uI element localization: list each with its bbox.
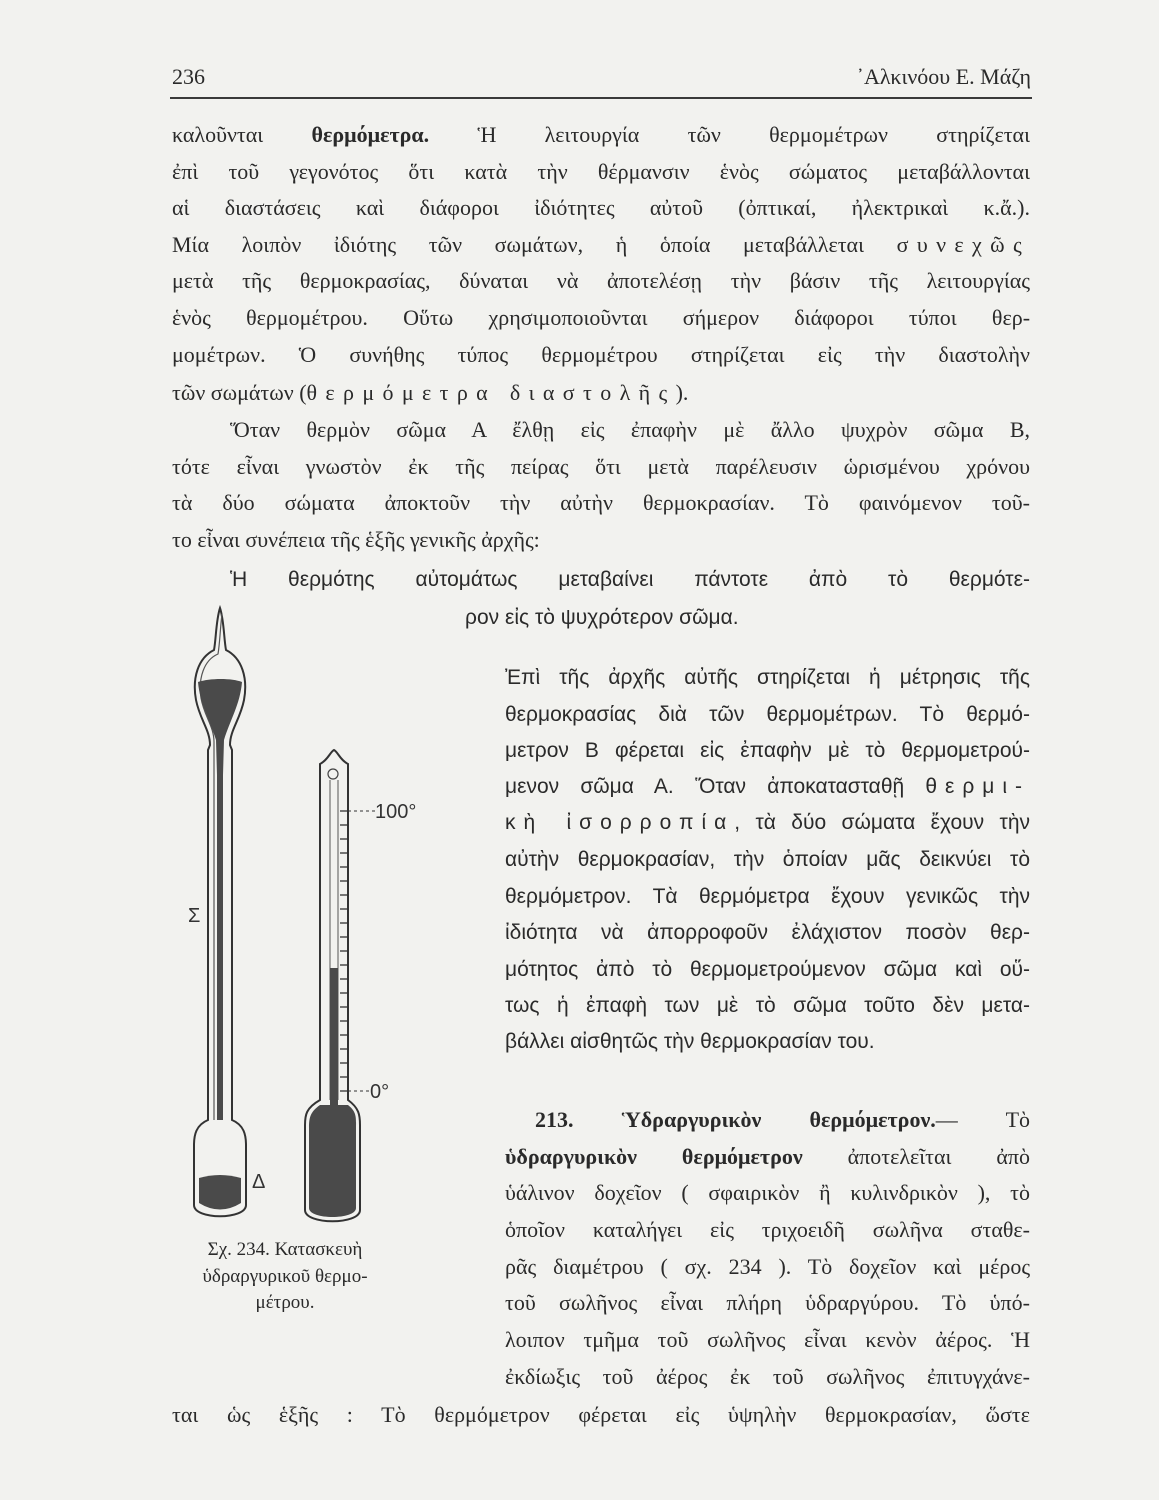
text-segment: μετὰ τῆς θερμοκρασίας, δύναται νὰ ἀποτελέσῃ τὴν βάσιν τῆς λειτουργίας <box>172 268 1031 293</box>
text-segment: Ἐπὶ τῆς ἀρχῆς αὐτῆς στηρίζεται ἡ μέτρησις τῆς <box>505 666 1030 689</box>
label-0-degrees: 0° <box>370 1081 390 1103</box>
mercury-column-right <box>330 968 338 1108</box>
scale-ticks <box>340 811 348 1091</box>
text-line <box>172 120 1030 150</box>
text-segment: βάλλει αἰσθητῶς τὴν θερμοκρασίαν του. <box>505 1030 875 1053</box>
figure-caption-line: ὑδραργυρικοῦ θερμο- <box>202 1266 368 1287</box>
bold-term: 213. Ὑδραργυρικὸν θερμόμετρον. <box>535 1107 936 1132</box>
text-segment: αὐτὴν θερμοκρασίαν, τὴν ὁποίαν μᾶς δεικνύει τὸ <box>505 848 1031 871</box>
text-line <box>172 230 1030 260</box>
text-segment: ἰδιότητα νὰ ἀπορροφοῦν ἐλάχιστον ποσὸν θερ- <box>505 921 1030 944</box>
bold-term: θερμόμετρα. <box>311 122 430 147</box>
text-segment: ἀποτελεῖται ἀπὸ <box>802 1144 1030 1169</box>
text-line <box>505 882 1030 912</box>
text-line <box>505 991 1030 1021</box>
running-head: ᾿Αλκινόου Ε. Μάζη <box>856 64 1031 89</box>
spaced-emphasis: κὴ ἰσορροπία <box>505 811 735 834</box>
text-line <box>505 955 1030 985</box>
text-segment: Μία λοιπὸν ἰδιότης τῶν σωμάτων, ἡ ὁποία μεταβάλλεται <box>172 232 897 257</box>
text-segment: μενον σῶμα Α. Ὅταν ἀποκατασταθῇ <box>505 775 926 798</box>
text-line <box>505 918 1030 948</box>
text-segment: τοῦ σωλῆνος εἶναι πλήρη ὑδραργύρου. Τὸ ὑπό- <box>505 1290 1030 1315</box>
scale-thermometer <box>305 750 416 1221</box>
text-line <box>172 303 1030 333</box>
text-segment: καλοῦνται <box>172 122 312 147</box>
bold-term: ὑδραργυρικὸν θερμόμετρον <box>505 1144 803 1169</box>
text-segment: ἐπὶ τοῦ γεγονότος ὅτι κατὰ τὴν θέρμανσιν ἑνὸς σώματος μεταβάλλονται <box>172 159 1030 184</box>
text-segment: θερμόμετρον. Τὰ θερμόμετρα ἔχουν γενικῶς τὴν <box>505 885 1031 908</box>
text-line <box>505 1325 1030 1355</box>
text-segment: ὁποῖον καταλήγει εἰς τριχοειδῆ σωλῆνα σταθε- <box>505 1217 1030 1242</box>
text-segment: , τὰ δύο σώματα ἔχουν τὴν <box>734 811 1031 834</box>
text-segment: λοιπον τμῆμα τοῦ σωλῆνος εἶναι κενὸν ἀέρος. Ἡ <box>505 1327 1031 1352</box>
figure-caption-line: Σχ. 234. Κατασκευὴ <box>207 1239 363 1260</box>
text-segment: Ἡ θερμότης αὐτομάτως μεταβαίνει πάντοτε ἀπὸ τὸ θερμότε- <box>230 568 1030 591</box>
text-segment: τότε εἶναι γνωστὸν ἐκ τῆς πείρας ὅτι μετὰ παρέλευσιν ὡρισμένου χρόνου <box>172 454 1030 479</box>
text-segment: θερμοκρασίας διὰ τῶν θερμομέτρων. Τὸ θερμό- <box>505 703 1030 726</box>
text-line <box>172 452 1030 482</box>
mercury-column-left <box>217 775 223 1120</box>
text-line <box>230 415 1030 445</box>
text-line <box>505 700 1030 730</box>
text-segment: τως ἡ ἐπαφὴ των μὲ τὸ σῶμα τοῦτο δὲν μετα- <box>505 994 1031 1017</box>
text-line <box>505 1362 1030 1392</box>
text-line <box>172 157 1030 187</box>
label-100-degrees: 100° <box>375 801 417 823</box>
header-rule <box>170 97 1032 99</box>
text-line <box>505 663 1030 693</box>
text-line <box>535 1105 1030 1135</box>
text-segment: Ὅταν θερμὸν σῶμα Α ἔλθῃ εἰς ἐπαφὴν μὲ ἄλλο ψυχρὸν σῶμα Β, <box>230 417 1031 442</box>
text-segment: μετρον Β φέρεται εἰς ἐπαφὴν μὲ τὸ θερμομετρού- <box>505 739 1030 762</box>
text-segment: ὑάλινον δοχεῖον ( σφαιρικὸν ἢ κυλινδρικὸν ), τὸ <box>505 1180 1031 1205</box>
text-segment: ρον εἰς τὸ ψυχρότερον σῶμα. <box>465 606 739 629</box>
text-segment: το εἶναι συνέπεια τῆς ἑξῆς γενικῆς ἀρχῆς: <box>172 527 540 552</box>
text-line <box>505 772 1030 802</box>
text-line <box>172 266 1030 296</box>
spaced-emphasis: θερμι- <box>925 775 1031 798</box>
text-segment: ρᾶς διαμέτρου ( σχ. 234 ). Τὸ δοχεῖον καὶ μέρος <box>505 1254 1031 1279</box>
text-line <box>172 378 688 408</box>
text-segment: αἱ διαστάσεις καὶ διάφοροι ἰδιότητες αὐτοῦ (ὀπτικαί, ἠλεκτρικαὶ κ.ἄ.). <box>172 195 1030 220</box>
spaced-emphasis: συνεχῶς <box>896 232 1031 257</box>
text-line <box>172 1400 1030 1430</box>
text-line <box>505 1178 1030 1208</box>
text-line <box>505 1215 1030 1245</box>
text-line <box>465 603 739 633</box>
text-line <box>172 340 1030 370</box>
text-line <box>505 845 1030 875</box>
text-segment: ἐκδίωξις τοῦ ἀέρος ἐκ τοῦ σωλῆνος ἐπιτυγχάνε- <box>505 1364 1030 1389</box>
filling-thermometer <box>188 608 265 1216</box>
text-line <box>172 193 1030 223</box>
text-segment: ). <box>675 380 689 405</box>
text-segment: μομέτρων. Ὁ συνήθης τύπος θερμομέτρου στηρίζεται εἰς τὴν διαστολὴν <box>172 342 1030 367</box>
text-line <box>505 1027 875 1057</box>
figure-caption-line: μέτρου. <box>255 1292 315 1313</box>
text-segment: — Τὸ <box>935 1107 1031 1132</box>
text-segment: ται ὡς ἑξῆς : Τὸ θερμόμετρον φέρεται εἰς ὑψηλὴν θερμοκρασίαν, ὥστε <box>172 1402 1030 1427</box>
text-line <box>505 1252 1030 1282</box>
label-delta: Δ <box>252 1171 266 1193</box>
text-segment: τὰ δύο σώματα ἀποκτοῦν τὴν αὐτὴν θερμοκρασίαν. Τὸ φαινόμενον τοῦ- <box>172 490 1030 515</box>
text-line <box>172 525 540 555</box>
text-line <box>172 488 1030 518</box>
text-line <box>505 736 1030 766</box>
text-segment: Ἡ λειτουργία τῶν θερμομέτρων στηρίζεται <box>429 122 1030 147</box>
text-line <box>230 565 1030 595</box>
text-segment: τῶν σωμάτων ( <box>172 380 307 405</box>
text-line <box>505 808 1030 838</box>
text-line <box>505 1142 1030 1172</box>
text-segment: ἑνὸς θερμομέτρου. Οὕτω χρησιμοποιοῦνται σήμερον διάφοροι τύποι θερ- <box>172 305 1031 330</box>
label-sigma: Σ <box>188 905 201 927</box>
page-number: 236 <box>172 64 205 89</box>
spaced-emphasis: θερμόμετρα διαστολῆς <box>306 380 676 405</box>
text-segment: μότητος ἀπὸ τὸ θερμομετρούμενον σῶμα καὶ οὕ- <box>505 958 1031 981</box>
text-line <box>505 1288 1030 1318</box>
thermometer-figure <box>170 600 490 1240</box>
mercury-reservoir <box>199 1175 241 1210</box>
